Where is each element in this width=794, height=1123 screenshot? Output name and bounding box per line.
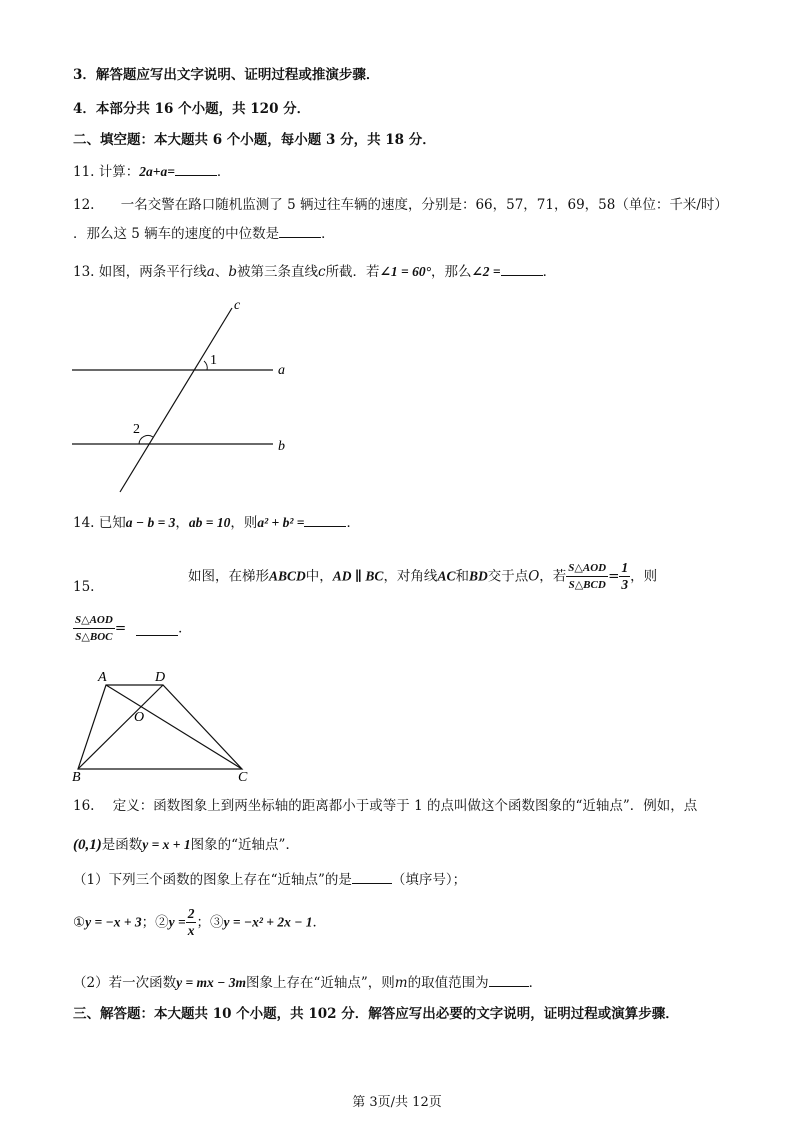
q13-var-b: b <box>228 264 237 280</box>
question-16-part-2 <box>73 973 542 992</box>
q15-text-3: ，对角线 <box>383 568 438 585</box>
label-a: a <box>278 363 285 378</box>
q14-answer-blank <box>304 513 346 527</box>
q15-number: 15. <box>73 579 95 595</box>
parallel-lines-figure <box>60 292 310 502</box>
question-16-options <box>73 906 326 939</box>
q16-var-m: m <box>394 975 408 991</box>
option-3-marker: ；③ <box>196 914 224 931</box>
q16-part-2c: 的取值范围为 <box>407 975 489 991</box>
option-1-function: y = −x + 3 <box>85 914 142 930</box>
q11-text: 计算： <box>98 164 140 180</box>
line-c <box>120 308 232 492</box>
q15-text-2: 中， <box>305 568 333 585</box>
q15-ratio-1: $\frac{\text{S△AOD}}{\text{S△BCD}}$ <box>568 562 607 591</box>
q15-text-6: ，若 <box>539 568 567 585</box>
label-C: C <box>238 770 248 785</box>
q16-part-2b: 图象上存在“近轴点”，则 <box>245 975 395 991</box>
q13-angle-1: ∠1 = 60° <box>379 264 431 279</box>
q13-text-1: 如图，两条平行线 <box>98 264 207 280</box>
q16-part-1-blank <box>352 870 392 884</box>
note-3: 3．解答题应写出文字说明、证明过程或推演步骤． <box>73 67 380 83</box>
section-2-heading: 二、填空题：本大题共 6 个小题，每小题 3 分，共 18 分． <box>73 132 436 148</box>
q14-expr-3: a² + b² = <box>257 515 305 530</box>
q15-answer-blank <box>136 622 178 636</box>
question-16-part-1 <box>73 870 466 889</box>
angle-2-arc <box>139 435 153 444</box>
question-11 <box>73 162 230 181</box>
q16-part-2a: （2）若一次函数 <box>73 975 177 991</box>
q14-text-1: 已知 <box>98 515 126 531</box>
question-16-line-1 <box>73 797 697 815</box>
q13-sep: 、 <box>214 264 229 280</box>
q16-point: (0,1) <box>73 837 102 853</box>
q11-expression: 2a+a= <box>139 164 175 179</box>
q16-linear-function: y = mx − 3m <box>176 975 246 990</box>
q15-one-third: $\frac{1}{3}$ <box>621 560 629 592</box>
q13-angle-2: ∠2 = <box>471 264 501 279</box>
page-footer: 第 3页/共 12页 <box>352 1095 442 1110</box>
label-b: b <box>278 439 285 454</box>
angle-1-arc <box>204 361 207 370</box>
q15-eq-1: = <box>608 568 620 585</box>
option-2-lhs: y = <box>168 914 186 930</box>
q15-eq-2: = <box>114 620 127 637</box>
q13-number: 13. <box>73 264 95 280</box>
q14-comma: ， <box>175 515 189 531</box>
q15-text-1: 如图，在梯形 <box>188 568 269 585</box>
diagonal-ac <box>106 685 242 769</box>
q15-o: O <box>528 568 540 585</box>
q16-number: 16. <box>73 798 95 814</box>
option-2-fraction: $\frac{2}{x}$ <box>187 906 195 938</box>
q16-line-2b: 图象的“近轴点”． <box>190 837 299 853</box>
q15-ratio-2: $\frac{\text{S△AOD}}{\text{S△BOC}}$ <box>75 614 113 643</box>
q11-end: ． <box>216 164 231 180</box>
q15-bd: BD <box>468 568 488 584</box>
q15-end: ． <box>178 620 192 637</box>
q16-line-1: 定义：函数图象上到两坐标轴的距离都小于或等于 1 的点叫做这个函数图象的“近轴点”．例如，点 <box>112 798 698 814</box>
diagonal-bd <box>78 685 163 769</box>
section-3-heading: 三、解答题：本大题共 10 个小题，共 102 分．解答应写出必要的文字说明，证明过程或演算步骤． <box>73 1006 679 1022</box>
label-B: B <box>72 770 81 785</box>
q14-expr-2: ab = 10 <box>188 515 231 530</box>
q16-part-1: （1）下列三个函数的图象上存在“近轴点”的是 <box>73 872 352 888</box>
label-D: D <box>155 670 166 685</box>
trapezoid-abcd <box>78 685 242 769</box>
q16-part-2-blank <box>489 973 529 987</box>
label-angle-1: 1 <box>210 353 217 368</box>
q13-answer-blank <box>501 262 543 276</box>
q12-line-2: ．那么这 5 辆车的速度的中位数是 <box>73 226 280 242</box>
option-2-marker: ；② <box>141 914 169 931</box>
q15-ac: AC <box>437 568 456 584</box>
q15-parallel: AD ∥ BC <box>332 568 384 584</box>
q12-answer-blank <box>279 224 321 238</box>
q13-end: ． <box>542 264 557 280</box>
q14-expr-1: a − b = 3 <box>125 515 176 530</box>
q13-text-2: 被第三条直线 <box>237 264 318 280</box>
q16-part-1-end: （填序号）； <box>391 872 467 888</box>
q13-var-a: a <box>206 264 215 280</box>
note-4: 4．本部分共 16 个小题，共 120 分． <box>73 101 311 117</box>
label-A: A <box>98 670 107 685</box>
q12-number: 12. <box>73 197 95 213</box>
question-15-line-1 <box>188 560 657 593</box>
q12-line-1: 一名交警在路口随机监测了 5 辆过往车辆的速度，分别是：66，57，71，69，58（单位：千米/时） <box>120 197 728 213</box>
label-angle-2: 2 <box>133 422 140 437</box>
q16-part-2-end: ． <box>528 975 543 991</box>
q12-end: ． <box>321 226 335 242</box>
q16-line-2a: 是函数 <box>101 837 143 853</box>
q15-text-7: ，则 <box>630 568 658 585</box>
option-3-function: y = −x² + 2x − 1 <box>223 914 313 930</box>
question-16-line-2 <box>73 836 299 854</box>
option-1-marker: ① <box>73 914 86 931</box>
q14-number: 14. <box>73 515 95 531</box>
q14-end: ． <box>346 515 360 531</box>
options-end: ． <box>312 914 327 931</box>
q11-number: 11. <box>73 164 95 180</box>
q13-text-4: ，那么 <box>430 264 472 280</box>
question-15-line-2 <box>73 612 192 645</box>
q13-var-c: c <box>318 264 326 280</box>
trapezoid-figure <box>66 665 266 785</box>
q16-function: y = x + 1 <box>142 837 191 852</box>
question-12-line-1 <box>73 196 728 214</box>
q13-text-3: 所截．若 <box>325 264 380 280</box>
question-13 <box>73 262 556 281</box>
q15-abcd: ABCD <box>269 568 306 584</box>
q11-answer-blank <box>175 162 217 176</box>
label-O: O <box>134 710 145 725</box>
q15-text-5: 交于点 <box>487 568 529 585</box>
label-c: c <box>234 298 241 313</box>
q15-text-4: 和 <box>455 568 469 585</box>
question-12-line-2 <box>73 224 335 243</box>
question-14 <box>73 513 360 532</box>
q14-text-2: ，则 <box>230 515 258 531</box>
